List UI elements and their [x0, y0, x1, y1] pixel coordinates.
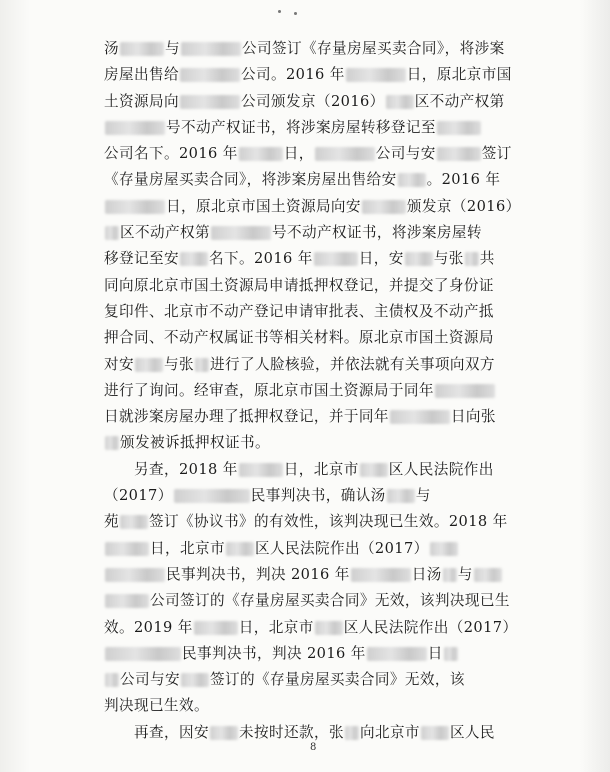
redaction — [443, 568, 457, 582]
text-line: 土资源局向 公司颁发京（2016） 区不动产权第 — [104, 92, 505, 110]
text-line: 汤 与 公司签订《存量房屋买卖合同》，将涉案 — [104, 40, 505, 57]
text-line: 移登记至安 名下。2016 年 日，安 与张 共 — [104, 250, 495, 268]
redaction — [239, 147, 283, 161]
redaction — [437, 147, 481, 161]
text-line: 效。2019 年 日，北京市 区人民法院作出（2017） — [104, 618, 518, 636]
redaction — [105, 568, 165, 582]
redaction — [405, 252, 433, 266]
redaction — [105, 200, 165, 214]
redaction — [435, 384, 495, 398]
redaction — [315, 621, 343, 635]
text-line: 日，原北京市国土资源局向安 颁发京（2016） — [104, 194, 534, 220]
redaction — [398, 173, 426, 187]
text-line: 进行了询问。经审查，原北京市国土资源局于同年 — [104, 378, 534, 404]
scan-speck — [278, 10, 281, 13]
redaction — [315, 147, 375, 161]
redaction — [226, 542, 254, 556]
redaction — [351, 568, 411, 582]
text-line: 日就涉案房屋办理了抵押权登记，并于同年 日向张 — [104, 408, 496, 426]
redaction — [367, 647, 427, 661]
text-line: 房屋出售给 公司。2016 年 日，原北京市国 — [104, 66, 512, 84]
redaction — [120, 515, 148, 529]
redaction — [195, 358, 209, 372]
scan-speck — [294, 12, 297, 15]
redaction — [105, 594, 149, 608]
redaction — [180, 68, 240, 82]
text-line: 判决现已生效。 — [104, 697, 209, 715]
redaction — [174, 489, 250, 503]
redaction — [180, 95, 240, 109]
redaction — [437, 121, 481, 135]
redaction — [345, 726, 359, 740]
redaction — [362, 200, 406, 214]
text-line: 公司与安 签订的《存量房屋买卖合同》无效，该 — [104, 667, 534, 693]
text-line: 民事判决书，判决 2016 年 日 — [104, 641, 534, 667]
text-line: （2017） 民事判决书，确认汤 与 — [104, 487, 431, 505]
redaction — [105, 226, 119, 240]
text-line: 再查，因安 未按时还款，张 向北京市 区人民 — [134, 723, 495, 741]
text-line: 日，北京市 区人民法院作出（2017） — [104, 536, 534, 562]
page-number: 8 — [310, 742, 317, 753]
redaction — [390, 410, 450, 424]
redaction — [465, 252, 479, 266]
redaction — [474, 568, 502, 582]
text-line: 民事判决书，判决 2016 年 日汤 与 — [104, 562, 534, 588]
redaction — [181, 42, 241, 56]
redaction — [211, 226, 271, 240]
redaction — [346, 68, 406, 82]
document-body — [104, 36, 534, 746]
text-line: 苑 签订《协议书》的有效性，该判决现已生效。2018 年 — [104, 513, 508, 531]
text-line: 对安 与张 进行了人脸核验，并依法就有关事项向双方 — [104, 355, 495, 373]
redaction — [194, 621, 238, 635]
text-line: 押合同、不动产权属证书等相关材料。原北京市国土资源局 — [104, 329, 494, 347]
text-line: 复印件、北京市不动产登记申请审批表、主债权及不动产抵 — [104, 302, 494, 320]
redaction — [444, 647, 458, 661]
redaction — [105, 436, 119, 450]
redaction — [135, 358, 163, 372]
redaction — [105, 647, 181, 661]
redaction — [105, 121, 165, 135]
text-line: 颁发被诉抵押权证书。 — [104, 430, 534, 456]
redaction — [430, 542, 458, 556]
redaction — [387, 489, 415, 503]
text-line: 号不动产权证书，将涉案房屋转移登记至 — [104, 115, 534, 141]
redaction — [210, 726, 238, 740]
redaction — [360, 463, 388, 477]
text-line: 公司名下。2016 年 日， 公司与安 签订 — [104, 145, 512, 163]
redaction — [105, 542, 149, 556]
text-line: 公司签订的《存量房屋买卖合同》无效，该判决现已生 — [104, 588, 534, 614]
redaction — [386, 95, 414, 109]
text-line: 区不动产权第 号不动产权证书，将涉案房屋转 — [104, 220, 534, 246]
redaction — [239, 463, 283, 477]
redaction — [421, 726, 449, 740]
redaction — [181, 673, 209, 687]
redaction — [105, 673, 119, 687]
redaction — [314, 252, 358, 266]
text-line: 同向原北京市国土资源局申请抵押权登记，并提交了身份证 — [104, 276, 494, 294]
text-line: 《存量房屋买卖合同》，将涉案房屋出售给安 。2016 年 — [104, 171, 501, 189]
redaction — [120, 42, 164, 56]
redaction — [180, 252, 208, 266]
text-line: 另查，2018 年 日，北京市 区人民法院作出 — [134, 460, 494, 478]
